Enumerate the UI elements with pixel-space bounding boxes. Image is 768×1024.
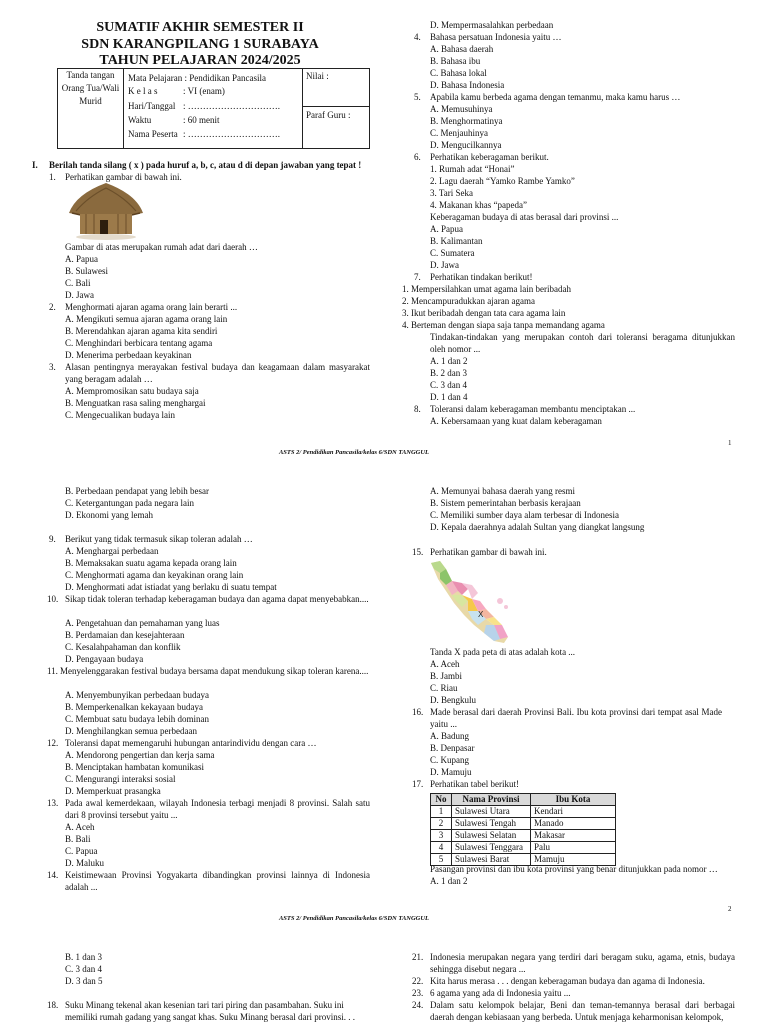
- text-line: 4. Berteman dengan siapa saja tanpa memandang agama: [402, 320, 605, 330]
- text-line: D. Mengucilkannya: [430, 140, 502, 150]
- text-line: 11.: [47, 666, 58, 676]
- time-key: Waktu: [128, 115, 152, 125]
- text-line: D. Mamuju: [430, 767, 472, 777]
- text-line: C. Menghindari berbicara tentang agama: [65, 338, 213, 348]
- text-line: D. Ekonomi yang lemah: [65, 510, 153, 520]
- text-line: D. Bengkulu: [430, 695, 476, 705]
- text-line: D. Kepala daerahnya adalah Sultan yang diangkat langsung: [430, 522, 645, 532]
- text-line: B. Sistem pemerintahan berbasis kerajaan: [430, 498, 581, 508]
- table-cell: Makasar: [531, 830, 616, 842]
- text-line: Kita harus merasa . . . dengan keberagaman budaya dan agama di Indonesia.: [430, 976, 705, 986]
- signature-label-2: Orang Tua/Wali: [61, 83, 120, 93]
- day-key: Hari/Tanggal: [128, 101, 176, 111]
- column-header-province: Nama Provinsi: [452, 794, 531, 806]
- text-line: A. Pengetahuan dan pemahaman yang luas: [65, 618, 220, 628]
- table-cell: Mamuju: [531, 854, 616, 866]
- text-line: C. Memiliki sumber daya alam terbesar di Indonesia: [430, 510, 619, 520]
- text-line: B. Menciptakan hambatan komunikasi: [65, 762, 204, 772]
- text-line: 4. Makanan khas “papeda”: [430, 200, 527, 210]
- text-line: B. Perbedaan pendapat yang lebih besar: [65, 486, 209, 496]
- table-cell: Sulawesi Selatan: [452, 830, 531, 842]
- text-line: B. Menguatkan rasa saling menghargai: [65, 398, 206, 408]
- name-row: [128, 128, 280, 140]
- text-line: C. Ketergantungan pada negara lain: [65, 498, 195, 508]
- table-cell: Sulawesi Tenggara: [452, 842, 531, 854]
- table-row: [431, 818, 616, 830]
- text-line: Tanda X pada peta di atas adalah kota ...: [430, 647, 576, 657]
- question-11-text: Menyelenggarakan festival budaya bersama dapat mendukung sikap toleran karena....: [60, 666, 369, 676]
- name-key: Nama Peserta: [128, 129, 178, 139]
- text-line: D. Memperkuat prasangka: [65, 786, 161, 796]
- text-line: 1. Mempersilahkan umat agama lain beribadah: [402, 284, 571, 294]
- text-line: 3. Ikut beribadah dengan tata cara agama lain: [402, 308, 566, 318]
- text-line: Bahasa persatuan Indonesia yaitu …: [430, 32, 562, 42]
- text-line: A. Aceh: [430, 659, 460, 669]
- text-line: D. Jawa: [65, 290, 94, 300]
- text-line: C. 3 dan 4: [65, 964, 102, 974]
- question-10-text: Sikap tidak toleran terhadap keberagaman budaya dan agama dapat menyebabkan....: [65, 594, 369, 604]
- page-number-2: 2: [728, 905, 732, 913]
- text-line: B. Denpasar: [430, 743, 475, 753]
- text-line: 13.: [47, 798, 59, 808]
- text-line: D. 3 dan 5: [65, 976, 103, 986]
- day-row: [128, 100, 280, 112]
- text-line: A. Menghargai perbedaan: [65, 546, 159, 556]
- text-line: Suku Minang tekenal akan kesenian tari tari piring dan pasambahan. Suku ini: [65, 1000, 344, 1010]
- text-line: A. Mempromosikan satu budaya saja: [65, 386, 199, 396]
- text-line: 3. Tari Seka: [430, 188, 473, 198]
- table-row: [431, 830, 616, 842]
- text-line: B. 1 dan 3: [65, 952, 102, 962]
- section-instruction: Berilah tanda silang ( x ) pada huruf a, b, c, atau d di depan jawaban yang tepat !: [49, 160, 362, 170]
- text-line: 24.: [412, 1000, 424, 1010]
- text-line: Berikut yang tidak termasuk sikap toleran adalah …: [65, 534, 253, 544]
- table-cell: 5: [431, 854, 452, 866]
- text-line: Apabila kamu berbeda agama dengan temanmu, maka kamu harus …: [430, 92, 681, 102]
- text-line: B. Jambi: [430, 671, 463, 681]
- text-line: 2. Lagu daerah “Yamko Rambe Yamko”: [430, 176, 575, 186]
- table-cell: Sulawesi Tengah: [452, 818, 531, 830]
- text-line: A. Bahasa daerah: [430, 44, 494, 54]
- text-line: C. Papua: [65, 846, 98, 856]
- text-line: A. Mengikuti semua ajaran agama orang lain: [65, 314, 228, 324]
- signature-label-1: Tanda tangan: [66, 70, 115, 80]
- text-line: 1.: [49, 172, 56, 182]
- text-line: C. Riau: [430, 683, 458, 693]
- text-line: Perhatikan tabel berikut!: [430, 779, 519, 789]
- score-cell: [303, 69, 369, 148]
- text-line: Perhatikan gambar di bawah ini.: [430, 547, 547, 557]
- signature-label-3: Murid: [79, 96, 102, 106]
- text-line: 3.: [49, 362, 56, 372]
- text-line: D. Bahasa Indonesia: [430, 80, 505, 90]
- text-line: D. Pengayaan budaya: [65, 654, 144, 664]
- question-13-text: Pada awal kemerdekaan, wilayah Indonesia terbagi menjadi 8 provinsi. Salah satu dari 8 provinsi tersebut yaitu ...: [65, 798, 370, 820]
- text-line: 6.: [414, 152, 421, 162]
- class-value: : VI (enam): [183, 86, 225, 96]
- text-line: A. Memusuhinya: [430, 104, 493, 114]
- text-line: memiliki rumah gadang yang sangat khas. Suku Minang berasal dari provinsi. . .: [65, 1012, 355, 1022]
- exam-title: SUMATIF AKHIR SEMESTER II: [96, 20, 304, 35]
- text-line: D. Menghilangkan semua perbedaan: [65, 726, 197, 736]
- text-line: C. Bali: [65, 278, 91, 288]
- column-header-capital: Ibu Kota: [531, 794, 616, 806]
- text-line: 2.: [49, 302, 56, 312]
- text-line: A. 1 dan 2: [430, 876, 468, 886]
- text-line: D. Mempermasalahkan perbedaan: [430, 20, 554, 30]
- text-line: Perhatikan tindakan berikut!: [430, 272, 533, 282]
- text-line: D. 1 dan 4: [430, 392, 468, 402]
- school-year: TAHUN PELAJARAN 2024/2025: [99, 53, 301, 68]
- text-line: Perhatikan gambar di bawah ini.: [65, 172, 182, 182]
- text-line: A. Menyembunyikan perbedaan budaya: [65, 690, 209, 700]
- question-14-text: Keistimewaan Provinsi Yogyakarta dibandingkan provinsi lainnya di Indonesia adalah ...: [65, 870, 370, 892]
- question-24-text: Dalam satu kelompok belajar, Beni dan teman-temannya berasal dari berbagai daerah dengan kebiasaan yang berbeda. Untuk menjaga keharmonisan kelompok,: [430, 1000, 735, 1022]
- text-line: A. 1 dan 2: [430, 356, 468, 366]
- table-cell: 1: [431, 806, 452, 818]
- text-line: A. Memunyai bahasa daerah yang resmi: [430, 486, 575, 496]
- table-cell: 3: [431, 830, 452, 842]
- table-cell: Sulawesi Barat: [452, 854, 531, 866]
- table-row: [431, 854, 616, 866]
- text-line: A. Aceh: [65, 822, 95, 832]
- table-cell: 2: [431, 818, 452, 830]
- name-value: : ………………………….: [183, 129, 281, 139]
- exam-info-cell: [124, 69, 303, 148]
- parent-signature-cell: [58, 69, 124, 148]
- text-line: B. Merendahkan ajaran agama kita sendiri: [65, 326, 218, 336]
- table-cell: Kendari: [531, 806, 616, 818]
- text-line: Perhatikan keberagaman berikut.: [430, 152, 549, 162]
- text-line: 9.: [49, 534, 56, 544]
- text-line: 8.: [414, 404, 421, 414]
- text-line: C. Kesalahpahaman dan konflik: [65, 642, 181, 652]
- text-line: Menghormati ajaran agama orang lain berarti ...: [65, 302, 238, 312]
- table-cell: 4: [431, 842, 452, 854]
- page-number-1: 1: [728, 439, 732, 447]
- text-line: 5.: [414, 92, 421, 102]
- text-line: B. Kalimantan: [430, 236, 483, 246]
- text-line: A. Papua: [430, 224, 463, 234]
- text-line: 16.: [412, 707, 424, 717]
- text-line: A. Kebersamaan yang kuat dalam keberagaman: [430, 416, 602, 426]
- text-line: 23.: [412, 988, 424, 998]
- text-line: 4.: [414, 32, 421, 42]
- school-name: SDN KARANGPILANG 1 SURABAYA: [81, 37, 319, 52]
- table-row: [431, 842, 616, 854]
- text-line: 2. Mencampuradukkan ajaran agama: [402, 296, 535, 306]
- province-capital-table: [430, 793, 616, 866]
- text-line: A. Papua: [65, 254, 98, 264]
- text-line: B. Bali: [65, 834, 91, 844]
- text-line: Toleransi dapat memengaruhi hubungan antarindividu dengan cara …: [65, 738, 317, 748]
- class-key: K e l a s: [128, 86, 158, 96]
- class-row: [128, 85, 225, 97]
- question-3-text: Alasan pentingnya merayakan festival budaya dan keagamaan dalam masyarakat yang beragam adalah …: [65, 362, 370, 384]
- text-line: 10.: [47, 594, 59, 604]
- question-16-text: Made berasal dari daerah Provinsi Bali. Ibu kota provinsi dari tempat asal Made yaitu ...: [430, 707, 722, 729]
- text-line: 21.: [412, 952, 424, 962]
- text-line: 18.: [47, 1000, 59, 1010]
- text-line: 7.: [414, 272, 421, 282]
- text-line: C. Bahasa lokal: [430, 68, 487, 78]
- text-line: C. Menjauhinya: [430, 128, 488, 138]
- text-line: Gambar di atas merupakan rumah adat dari daerah …: [65, 242, 258, 252]
- text-line: Toleransi dalam keberagaman membantu menciptakan ...: [430, 404, 636, 414]
- table-cell: Palu: [531, 842, 616, 854]
- text-line: B. Perdamaian dan kesejahteraan: [65, 630, 185, 640]
- text-line: D. Menerima perbedaan keyakinan: [65, 350, 192, 360]
- score-label: Nilai :: [303, 69, 369, 107]
- text-line: Keberagaman budaya di atas berasal dari provinsi ...: [430, 212, 619, 222]
- text-line: 6 agama yang ada di Indonesia yaitu ...: [430, 988, 571, 998]
- table-header-row: [431, 794, 616, 806]
- text-line: 14.: [47, 870, 59, 880]
- text-line: D. Jawa: [430, 260, 459, 270]
- text-line: D. Menghormati adat istiadat yang berlaku di suatu tempat: [65, 582, 277, 592]
- table-cell: Sulawesi Utara: [452, 806, 531, 818]
- text-line: C. Membuat satu budaya lebih dominan: [65, 714, 209, 724]
- text-line: B. Memperkenalkan kekayaan budaya: [65, 702, 203, 712]
- time-row: [128, 114, 220, 126]
- exam-header-table: [57, 68, 370, 149]
- text-line: B. 2 dan 3: [430, 368, 467, 378]
- text-line: 15.: [412, 547, 424, 557]
- text-line: B. Memaksakan suatu agama kepada orang lain: [65, 558, 237, 568]
- text-line: C. Sumatera: [430, 248, 475, 258]
- text-line: A. Badung: [430, 731, 469, 741]
- section-number: I.: [32, 160, 38, 170]
- table-row: [431, 806, 616, 818]
- text-line: C. Kupang: [430, 755, 469, 765]
- text-line: C. Menghormati agama dan keyakinan orang lain: [65, 570, 244, 580]
- text-line: 22.: [412, 976, 424, 986]
- day-value: : ………………………….: [183, 101, 281, 111]
- subject-row: Mata Pelajaran : Pendidikan Pancasila: [128, 73, 266, 83]
- text-line: 1. Rumah adat “Honai”: [430, 164, 515, 174]
- column-header-no: No: [431, 794, 452, 806]
- page1-footer: ASTS 2/ Pendidikan Pancasila/kelas 6/SDN TANGGUL: [278, 449, 430, 456]
- map-marker-x: X: [478, 610, 484, 619]
- page2-footer: ASTS 2/ Pendidikan Pancasila/kelas 6/SDN TANGGUL: [278, 915, 430, 922]
- text-line: B. Menghormatinya: [430, 116, 503, 126]
- sumatra-map-image: [428, 559, 516, 645]
- text-line: Pasangan provinsi dan ibu kota provinsi yang benar ditunjukkan pada nomor …: [430, 864, 718, 874]
- text-line: C. 3 dan 4: [430, 380, 467, 390]
- text-line: C. Mengecualikan budaya lain: [65, 410, 175, 420]
- question-21-text: Indonesia merupakan negara yang terdiri dari beragam suku, agama, etnis, budaya sehingga disebut negara ...: [430, 952, 735, 974]
- text-line: A. Mendorong pengertian dan kerja sama: [65, 750, 215, 760]
- text-line: B. Bahasa ibu: [430, 56, 481, 66]
- teacher-signature-label: Paraf Guru :: [306, 110, 351, 120]
- question-7-text: Tindakan-tindakan yang merupakan contoh dari toleransi beragama ditunjukkan oleh nomor ...: [430, 332, 735, 354]
- text-line: D. Maluku: [65, 858, 104, 868]
- traditional-house-image: [66, 180, 146, 240]
- text-line: C. Mengurangi interaksi sosial: [65, 774, 176, 784]
- time-value: : 60 menit: [183, 115, 220, 125]
- text-line: 12.: [47, 738, 59, 748]
- text-line: B. Sulawesi: [65, 266, 109, 276]
- table-cell: Manado: [531, 818, 616, 830]
- text-line: 17.: [412, 779, 424, 789]
